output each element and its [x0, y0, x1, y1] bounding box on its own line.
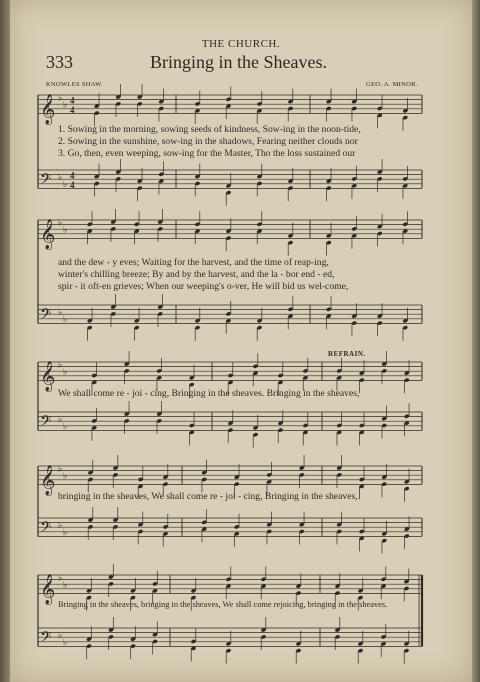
verse-2-line-2: winter's chilling breeze; By and by the harvest, and the la - bor end - ed, [58, 269, 335, 280]
flat-sign-icon: ♭ [58, 92, 63, 103]
flat-sign-icon: ♭ [63, 224, 68, 235]
book-spine [0, 0, 10, 682]
flat-sign-icon: ♭ [63, 470, 68, 481]
treble-clef-icon: 𝄞 [40, 94, 56, 125]
flat-sign-icon: ♭ [63, 637, 68, 648]
time-signature-icon: 4 [70, 95, 75, 106]
flat-sign-icon: ♭ [58, 217, 63, 228]
time-signature-icon: 4 [70, 179, 75, 190]
treble-clef-icon: 𝄞 [40, 574, 56, 605]
bass-clef-icon: 𝄢 [40, 305, 52, 327]
flat-sign-icon: ♭ [58, 307, 63, 318]
section-heading: THE CHURCH. [201, 38, 281, 50]
verse-1-line-2: and the dew - y eves; Waiting for the harvest, and the time of reap-ing, [58, 257, 329, 268]
flat-sign-icon: ♭ [58, 172, 63, 183]
hymnal-page [10, 0, 472, 682]
bass-clef-icon: 𝄢 [40, 412, 52, 434]
time-signature-icon: 4 [70, 170, 75, 181]
time-signature-icon: 4 [70, 104, 75, 115]
flat-sign-icon: ♭ [63, 314, 68, 325]
flat-sign-icon: ♭ [58, 359, 63, 370]
refrain-line-2: bringing in the sheaves, We shall come re - joi - cing, Bringing in the sheaves, [58, 491, 358, 502]
composer-credit: GEO. A. MINOR. [366, 81, 418, 88]
flat-sign-icon: ♭ [63, 179, 68, 190]
lyricist-credit: KNOWLES SHAW. [46, 81, 103, 88]
treble-clef-icon: 𝄞 [40, 361, 56, 392]
verse-3-line-2: spir - it oft-en grieves; When our weeping's o-ver, He will bid us wel-come, [58, 281, 349, 292]
hymn-title: Bringing in the Sheaves. [150, 52, 327, 72]
bass-clef-icon: 𝄢 [40, 628, 52, 650]
refrain-line-3: Bringing in the sheaves, bringing in the sheaves, We shall come rejoicing, bringing in the sheaves. [58, 600, 388, 609]
flat-sign-icon: ♭ [58, 463, 63, 474]
flat-sign-icon: ♭ [63, 366, 68, 377]
bass-clef-icon: 𝄢 [40, 170, 52, 192]
flat-sign-icon: ♭ [63, 421, 68, 432]
flat-sign-icon: ♭ [63, 99, 68, 110]
treble-clef-icon: 𝄞 [40, 465, 56, 496]
treble-clef-icon: 𝄞 [40, 219, 56, 250]
sheet-music [10, 0, 472, 682]
page-edge [472, 0, 480, 682]
refrain-line-1: We shall come re - joi - cing, Bringing in the sheaves. Bringing in the sheaves, [58, 388, 360, 399]
flat-sign-icon: ♭ [58, 572, 63, 583]
hymn-number: 333 [46, 52, 73, 72]
flat-sign-icon: ♭ [58, 630, 63, 641]
flat-sign-icon: ♭ [63, 527, 68, 538]
verse-3-line-1: 3. Go, then, even weeping, sow-ing for the Master, Tho the loss sustained our [58, 148, 356, 159]
refrain-label: REFRAIN. [328, 350, 366, 358]
bass-clef-icon: 𝄢 [40, 518, 52, 540]
verse-2-line-1: 2. Sowing in the sunshine, sow-ing in the shadows, Fearing neither clouds nor [58, 136, 358, 147]
verse-1-line-1: 1. Sowing in the morning, sowing seeds of kindness, Sow-ing in the noon-tide, [58, 124, 361, 135]
flat-sign-icon: ♭ [58, 414, 63, 425]
flat-sign-icon: ♭ [63, 579, 68, 590]
flat-sign-icon: ♭ [58, 520, 63, 531]
